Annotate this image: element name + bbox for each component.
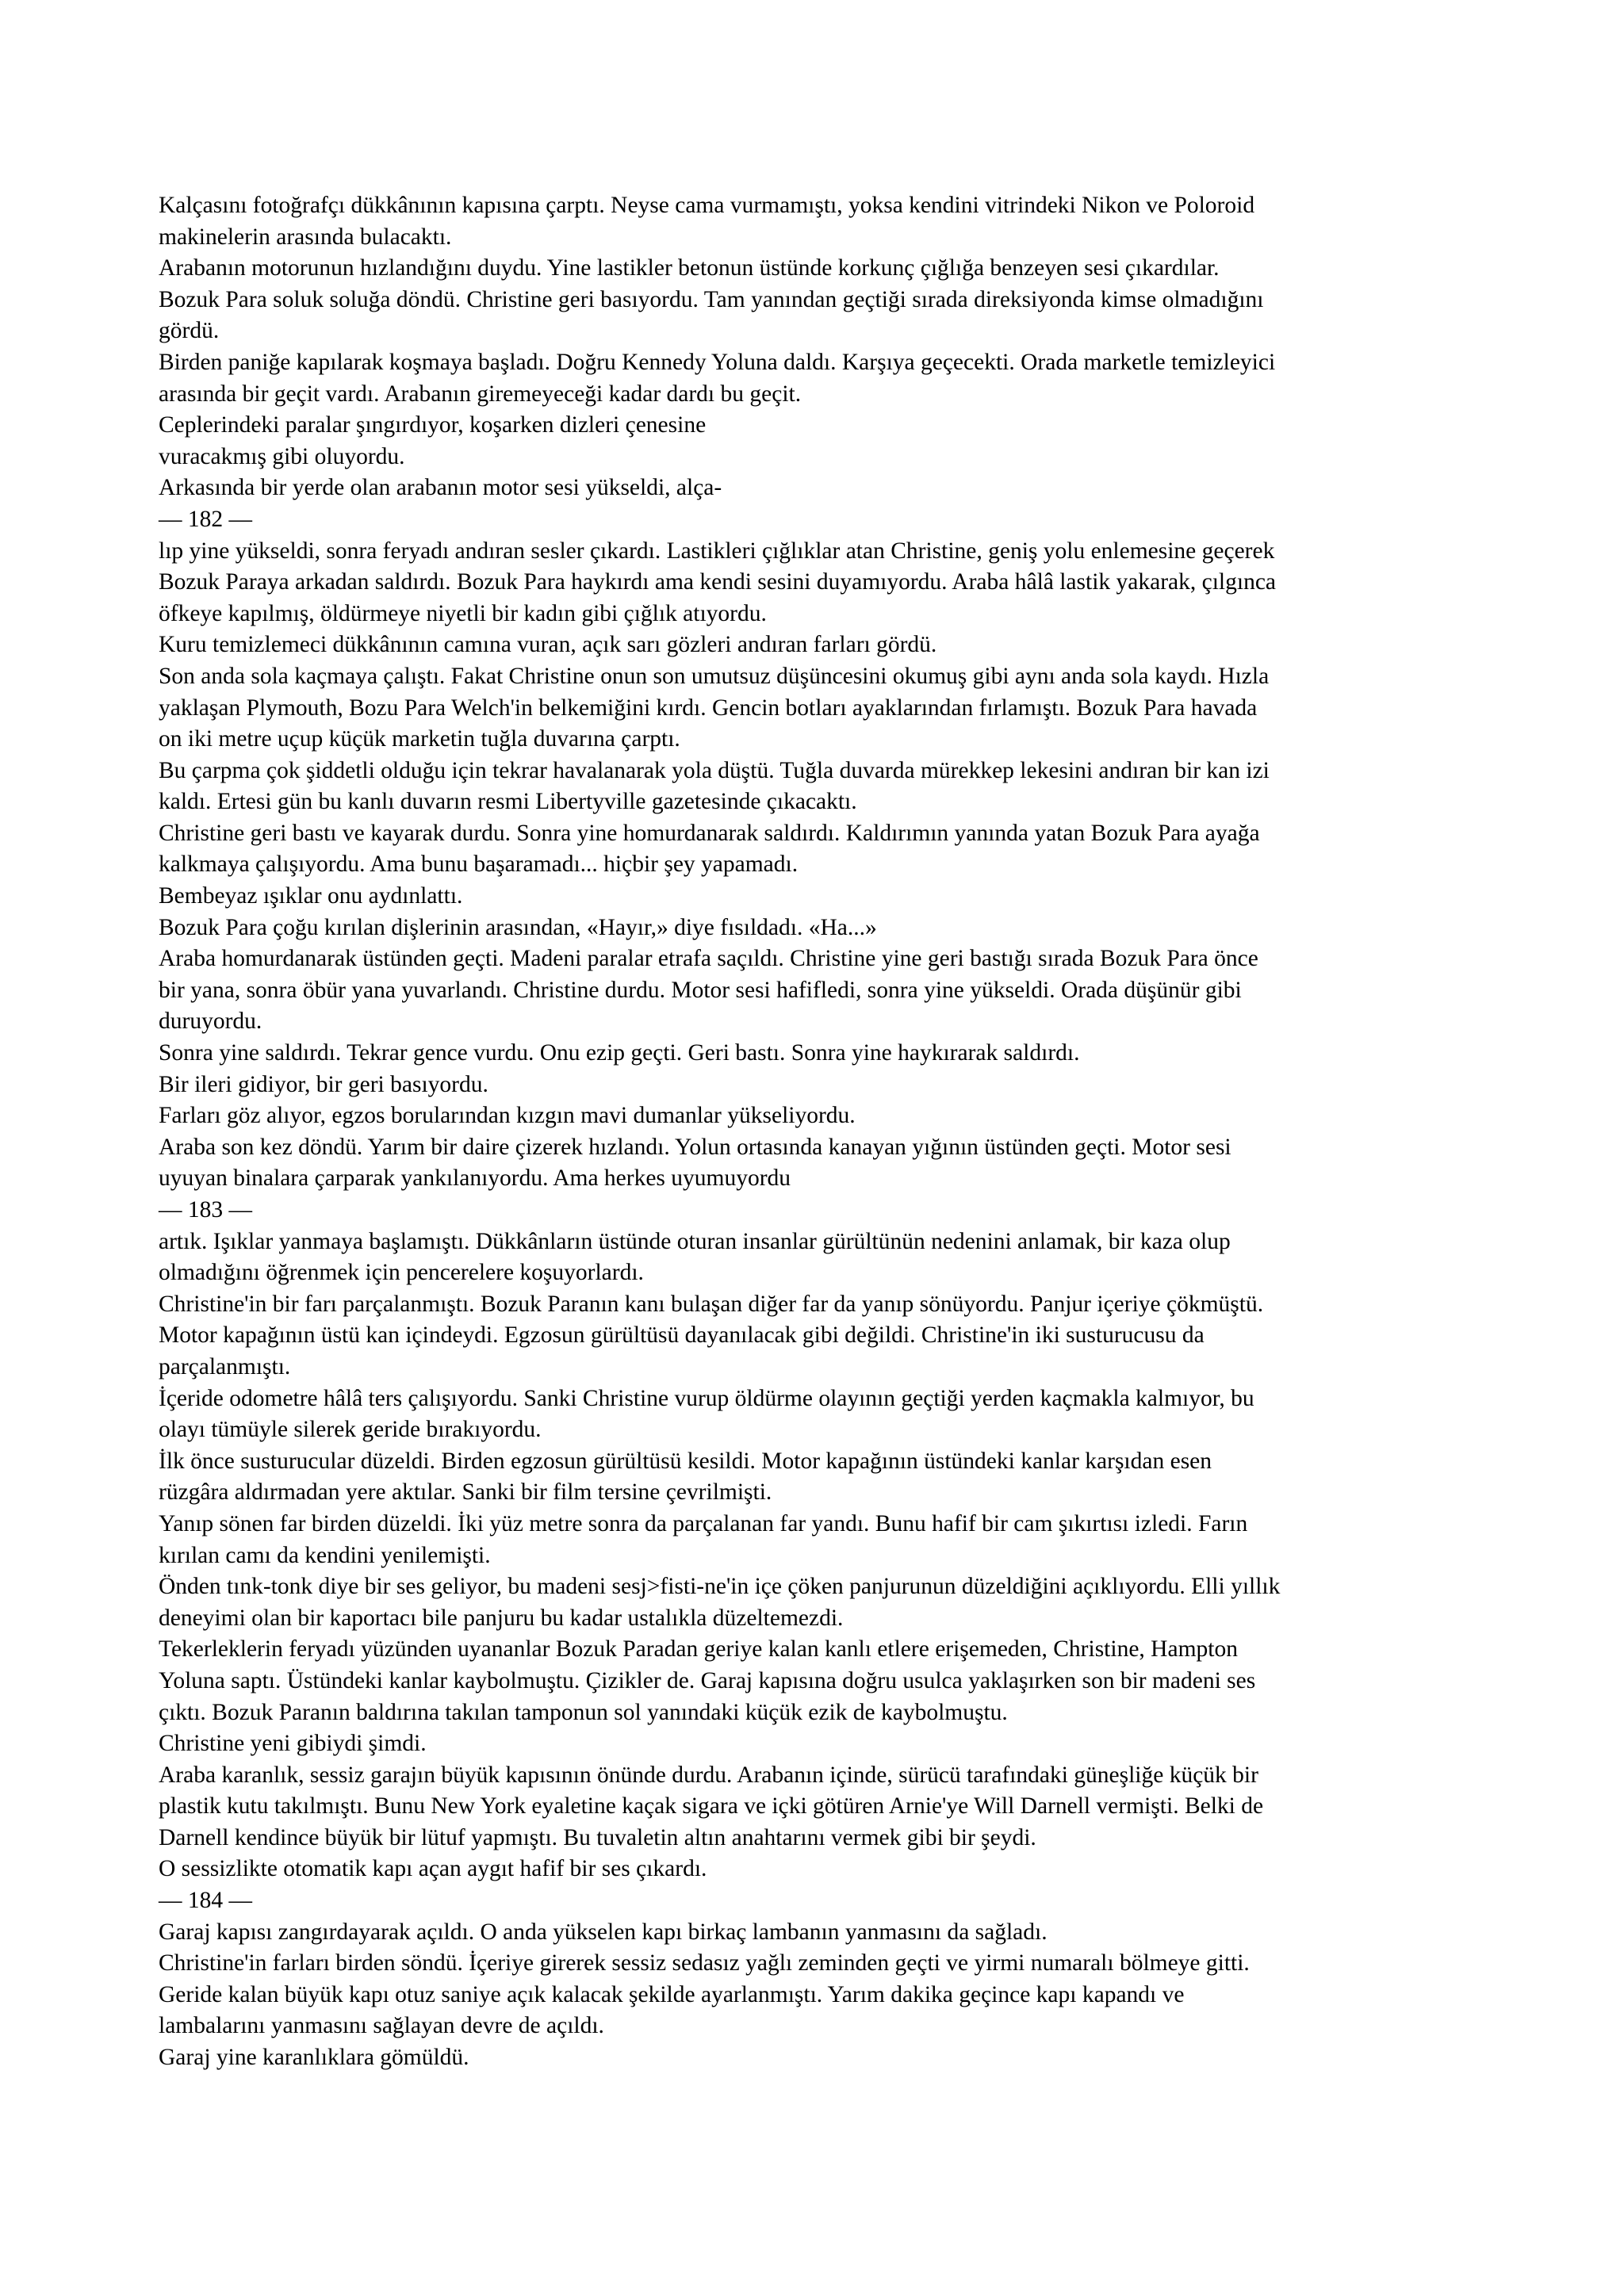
- paragraph: Farları göz alıyor, egzos borularından kızgın mavi dumanlar yükseliyordu.: [159, 1103, 856, 1129]
- paragraph: Ceplerindeki paralar şıngırdıyor, koşarken dizleri çenesine vuracakmış gibi oluyordu.: [159, 412, 707, 469]
- paragraph: Arkasında bir yerde olan arabanın motor sesi yükseldi, alça-: [159, 475, 722, 501]
- paragraph: Araba homurdanarak üstünden geçti. Madeni paralar etrafa saçıldı. Christine yine geri bastığı sırada Bozuk Para önce bir yana, sonra öbür yana yuvarlandı. Christine durdu. Motor sesi hafifledi, sonra yine yükseldi. Orada düşünür gibi duruyordu.: [159, 946, 1258, 1035]
- paragraph: İlk önce susturucular düzeldi. Birden egzosun gürültüsü kesildi. Motor kapağının üstündeki kanlar karşıdan esen rüzgâra aldırmadan yere aktılar. Sanki bir film tersine çevrilmişti.: [159, 1448, 1212, 1506]
- paragraph: lıp yine yükseldi, sonra feryadı andıran sesler çıkardı. Lastikleri çığlıklar atan Christine, geniş yolu enlemesine geçerek Bozuk Paraya arkadan saldırdı. Bozuk Para haykırdı ama kendi sesini duyamıyordu. Araba hâlâ lastik yakarak, çılgınca öfkeye kapılmış, öldürmeye niyetli bir kadın gibi çığlık atıyordu.: [159, 538, 1276, 626]
- page-number: — 182 —: [159, 506, 252, 532]
- paragraph: Bembeyaz ışıklar onu aydınlattı.: [159, 883, 463, 909]
- paragraph: Christine geri bastı ve kayarak durdu. Sonra yine homurdanarak saldırdı. Kaldırımın yanında yatan Bozuk Para ayağa kalkmaya çalışıyordu. Ama bunu başaramadı... hiçbir şey yapamadı.: [159, 820, 1260, 878]
- paragraph: Son anda sola kaçmaya çalıştı. Fakat Christine onun son umutsuz düşüncesini okumuş gibi aynı anda sola kaydı. Hızla yaklaşan Plymouth, Bozu Para Welch'in belkemiğini kırdı. Gencin botları ayaklarından fırlamıştı. Bozuk Para havada on iki metre uçup küçük marketin tuğla duvarına çarptı.: [159, 663, 1270, 752]
- paragraph: Birden paniğe kapılarak koşmaya başladı. Doğru Kennedy Yoluna daldı. Karşıya geçecekti. Orada marketle temizleyici arasında bir geçit vardı. Arabanın giremeyeceği kadar dardı bu geçit.: [159, 349, 1276, 407]
- paragraph: Arabanın motorunun hızlandığını duydu. Yine lastikler betonun üstünde korkunç çığlığa benzeyen sesi çıkardılar. Bozuk Para soluk soluğa döndü. Christine geri basıyordu. Tam yanından geçtiği sırada direksiyonda kimse olmadığını gördü.: [159, 255, 1264, 344]
- paragraph: Araba son kez döndü. Yarım bir daire çizerek hızlandı. Yolun ortasında kanayan yığının üstünden geçti. Motor sesi uyuyan binalara çarparak yankılanıyordu. Ama herkes uyumuyordu: [159, 1134, 1231, 1192]
- paragraph: İçeride odometre hâlâ ters çalışıyordu. Sanki Christine vurup öldürme olayının geçtiği yerden kaçmakla kalmıyor, bu olayı tümüyle silerek geride bırakıyordu.: [159, 1385, 1254, 1443]
- paragraph: Garaj yine karanlıklara gömüldü.: [159, 2045, 469, 2071]
- paragraph: Garaj kapısı zangırdayarak açıldı. O anda yükselen kapı birkaç lambanın yanmasını da sağladı.: [159, 1919, 1048, 1945]
- paragraph: Araba karanlık, sessiz garajın büyük kapısının önünde durdu. Arabanın içinde, sürücü tarafındaki güneşliğe küçük bir plastik kutu takılmıştı. Bunu New York eyaletine kaçak sigara ve içki götüren Arnie'ye Will Darnell vermişti. Belki de Darnell kendince büyük bir lütuf yapmıştı. Bu tuvaletin altın anahtarını vermek gibi bir şeydi.: [159, 1762, 1264, 1850]
- paragraph: O sessizlikte otomatik kapı açan aygıt hafif bir ses çıkardı.: [159, 1856, 707, 1882]
- paragraph: Christine'in bir farı parçalanmıştı. Bozuk Paranın kanı bulaşan diğer far da yanıp sönüyordu. Panjur içeriye çökmüştü. Motor kapağının üstü kan içindeydi. Egzosun gürültüsü dayanılacak gibi değildi. Christine'in iki susturucusu da parçalanmıştı.: [159, 1291, 1264, 1380]
- paragraph: Sonra yine saldırdı. Tekrar gence vurdu. Onu ezip geçti. Geri bastı. Sonra yine haykırarak saldırdı.: [159, 1040, 1080, 1066]
- paragraph: Kalçasını fotoğrafçı dükkânının kapısına çarptı. Neyse cama vurmamıştı, yoksa kendini vitrindeki Nikon ve Poloroid makinelerin arasında bulacaktı.: [159, 193, 1255, 250]
- paragraph: Christine'in farları birden söndü. İçeriye girerek sessiz sedasız yağlı zeminden geçti ve yirmi numaralı bölmeye gitti. Geride kalan büyük kapı otuz saniye açık kalacak şekilde ayarlanmıştı. Yarım dakika geçince kapı kapandı ve lambalarını yanmasını sağlayan devre de açıldı.: [159, 1950, 1250, 2039]
- document-page: [159, 190, 1475, 2074]
- page-number: — 183 —: [159, 1197, 252, 1223]
- paragraph: Bozuk Para çoğu kırılan dişlerinin arasından, «Hayır,» diye fısıldadı. «Ha...»: [159, 914, 877, 940]
- paragraph: Bir ileri gidiyor, bir geri basıyordu.: [159, 1071, 488, 1097]
- paragraph: Kuru temizlemeci dükkânının camına vuran, açık sarı gözleri andıran farları gördü.: [159, 632, 937, 658]
- paragraph: Bu çarpma çok şiddetli olduğu için tekrar havalanarak yola düştü. Tuğla duvarda mürekkep lekesini andıran bir kan izi kaldı. Ertesi gün bu kanlı duvarın resmi Libertyville gazetesinde çıkacaktı.: [159, 757, 1270, 815]
- paragraph: artık. Işıklar yanmaya başlamıştı. Dükkânların üstünde oturan insanlar gürültünün nedenini anlamak, bir kaza olup olmadığını öğrenmek için pencerelere koşuyorlardı.: [159, 1228, 1231, 1286]
- paragraph: Önden tınk-tonk diye bir ses geliyor, bu madeni sesj>fisti-ne'in içe çöken panjurunun düzeldiğini açıklıyordu. Elli yıllık deneyimi olan bir kaportacı bile panjuru bu kadar ustalıkla düzeltemezdi.: [159, 1574, 1281, 1631]
- paragraph: Yanıp sönen far birden düzeldi. İki yüz metre sonra da parçalanan far yandı. Bunu hafif bir cam şıkırtısı izledi. Farın kırılan camı da kendini yenilemişti.: [159, 1510, 1248, 1568]
- page-number: — 184 —: [159, 1888, 252, 1914]
- paragraph: Christine yeni gibiydi şimdi.: [159, 1731, 427, 1757]
- paragraph: Tekerleklerin feryadı yüzünden uyananlar Bozuk Paradan geriye kalan kanlı etlere erişemeden, Christine, Hampton Yoluna saptı. Üstündeki kanlar kaybolmuştu. Çizikler de. Garaj kapısına doğru usulca yaklaşırken son bir madeni ses çıktı. Bozuk Paranın baldırına takılan tamponun sol yanındaki küçük ezik de kaybolmuştu.: [159, 1636, 1256, 1725]
